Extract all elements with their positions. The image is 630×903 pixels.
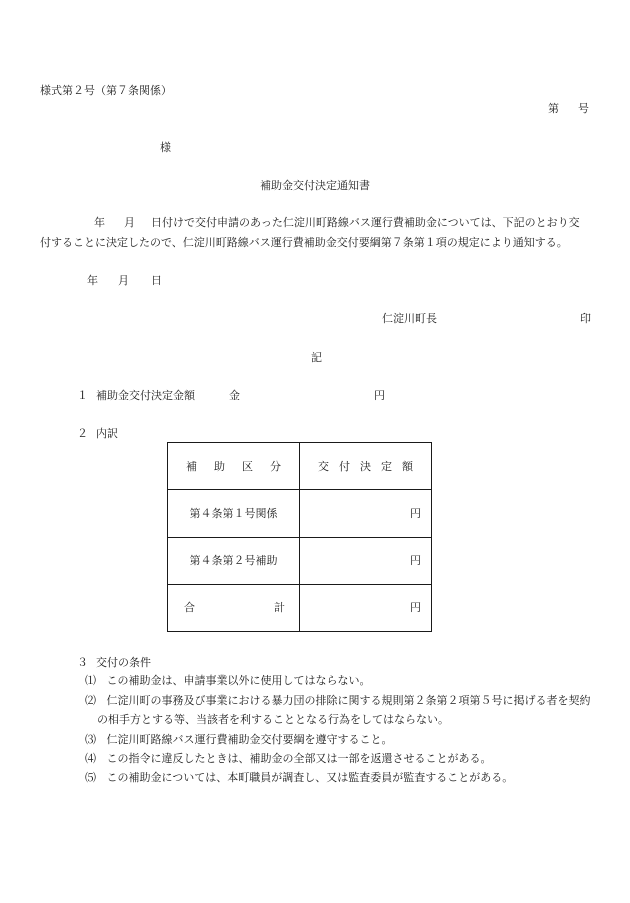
table-row: [168, 490, 432, 537]
item1-kin: 金: [229, 389, 240, 402]
body-year: 年: [94, 216, 105, 229]
condition-text: 仁淀川町の事務及び事業における暴力団の排除に関する規則第２条第２項第５号に掲げる者を契約: [106, 694, 591, 707]
condition-item: [85, 733, 393, 746]
row-category: 第４条第１号関係: [168, 490, 300, 537]
item1-number: １: [77, 389, 88, 402]
seal-mark: 印: [580, 312, 591, 325]
item2-number: ２: [77, 427, 88, 440]
condition-item: [85, 771, 513, 784]
header-category: 補 助 区 分: [168, 443, 300, 490]
item1-label: 補助金交付決定金額: [96, 389, 195, 402]
condition-text: この指令に違反したときは、補助金の全部又は一部を返還させることがある。: [106, 752, 492, 765]
doc-number-go: 号: [578, 102, 589, 115]
issuer-name: 仁淀川町長: [382, 312, 437, 325]
condition-number: ⑸: [85, 771, 96, 784]
condition-number: ⑵: [85, 694, 96, 707]
addressee-suffix: 様: [160, 141, 171, 154]
body-line2: 付することに決定したので、仁淀川町路線バス運行費補助金交付要綱第７条第１項の規定により通知する。: [40, 236, 568, 249]
table-total-row: [168, 584, 432, 631]
total-label: 合 計: [168, 584, 300, 631]
breakdown-table: [167, 442, 432, 632]
date-month: 月: [118, 274, 129, 287]
body-line1-text: 日付けで交付申請のあった仁淀川町路線バス運行費補助金については、下記のとおり交: [151, 216, 580, 229]
header-amount: 交 付 決 定 額: [300, 443, 432, 490]
date-year: 年: [87, 274, 98, 287]
condition-text: この補助金は、申請事業以外に使用してはならない。: [106, 674, 371, 687]
doc-number-dai: 第: [548, 102, 559, 115]
condition-text: この補助金については、本町職員が調査し、又は監査委員が監査することがある。: [106, 771, 514, 784]
date-day: 日: [151, 274, 162, 287]
condition-number: ⑶: [85, 733, 96, 746]
document-title: 補助金交付決定通知書: [260, 179, 370, 192]
table-row: [168, 537, 432, 584]
item2-label: 内訳: [96, 427, 118, 440]
condition-number: ⑴: [85, 674, 96, 687]
item3-label: 交付の条件: [96, 656, 151, 669]
ki-heading: 記: [311, 351, 322, 364]
condition-item: [85, 752, 492, 765]
condition-item: [85, 694, 591, 707]
item1-yen: 円: [374, 389, 385, 402]
row-amount: 円: [300, 490, 432, 537]
table-header-row: [168, 443, 432, 490]
total-amount: 円: [300, 584, 432, 631]
condition-item: [85, 674, 371, 687]
form-label: 様式第２号（第７条関係）: [40, 84, 172, 97]
row-category: 第４条第２号補助: [168, 537, 300, 584]
row-amount: 円: [300, 537, 432, 584]
body-month: 月: [124, 216, 135, 229]
condition-text: 仁淀川町路線バス運行費補助金交付要綱を遵守すること。: [106, 733, 393, 746]
condition-continuation: の相手方とする等、当該者を利することとなる行為をしてはならない。: [97, 713, 449, 726]
condition-number: ⑷: [85, 752, 96, 765]
item3-number: ３: [77, 656, 88, 669]
